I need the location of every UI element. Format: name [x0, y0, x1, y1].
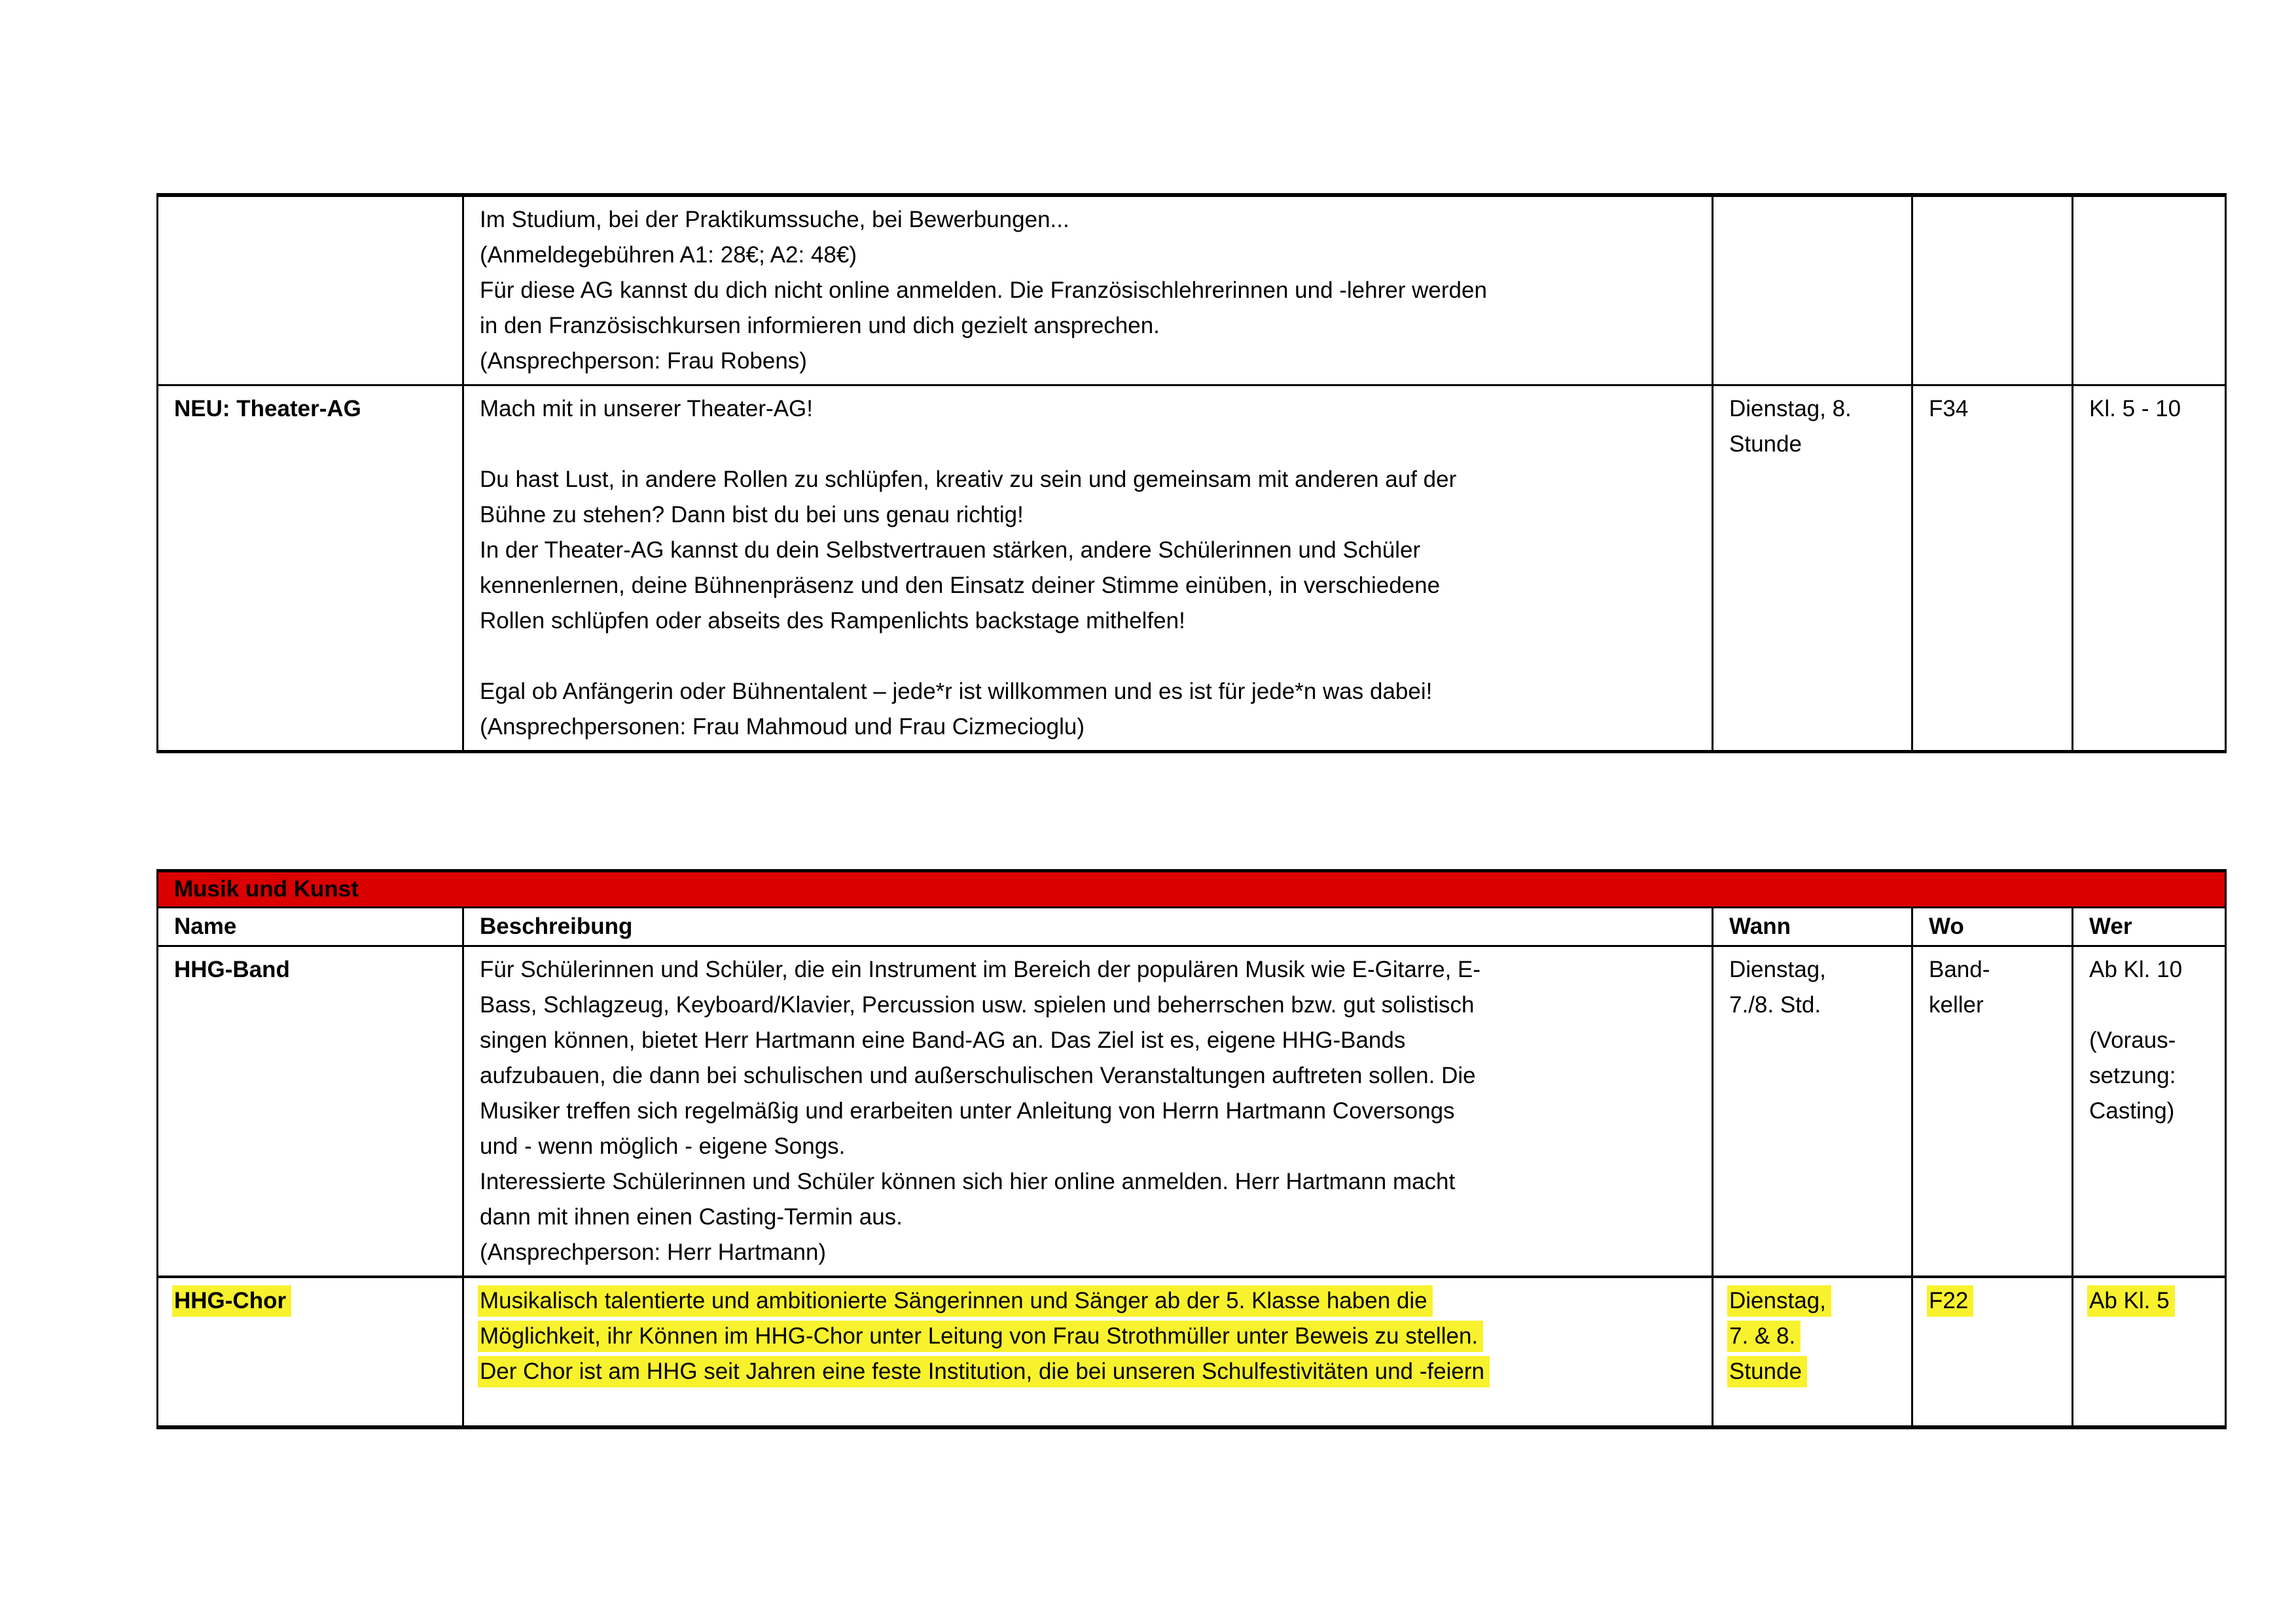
text-run: Egal ob Anfängerin oder Bühnentalent – jede*r ist willkommen und es ist für jede*n was dabei! [480, 679, 1433, 704]
text-line [480, 533, 1701, 568]
text-run: Der Chor ist am HHG seit Jahren eine feste Institution, die bei unseren Schulfestivitäten und -feiern [478, 1356, 1490, 1387]
text-run: singen können, bietet Herr Hartmann eine Band-AG an. Das Ziel ist es, eigene HHG-Bands [480, 1027, 1406, 1053]
text-line [1729, 1354, 1901, 1389]
cell-wann [1713, 946, 1912, 1277]
text-run: Möglichkeit, ihr Können im HHG-Chor unter Leitung von Frau Strothmüller unter Beweis zu stellen. [478, 1321, 1483, 1352]
text-line [1729, 391, 1901, 427]
text-line [2089, 952, 2214, 988]
text-run: und - wenn möglich - eigene Songs. [480, 1133, 846, 1159]
text-run: Dienstag, [1727, 1285, 1831, 1317]
cell-name [158, 195, 463, 385]
cell-wer [2073, 385, 2226, 752]
text-line [480, 273, 1701, 308]
section-header-musik-und-kunst: Musik und Kunst [158, 871, 2226, 908]
text-run: Ab Kl. 10 [2089, 957, 2183, 982]
table-row-hhg-chor [158, 1277, 2226, 1427]
text-line [174, 952, 452, 988]
text-line [1729, 1319, 1901, 1354]
text-run: Bass, Schlagzeug, Keyboard/Klavier, Percussion usw. spielen und beherrschen bzw. gut solistisch [480, 992, 1475, 1018]
text-line [1929, 988, 2061, 1023]
cell-name [158, 946, 463, 1277]
text-run: Dienstag, 8. [1729, 396, 1852, 421]
text-run: Kl. 5 - 10 [2089, 396, 2181, 421]
text-run: Im Studium, bei der Praktikumssuche, bei Bewerbungen... [480, 207, 1069, 232]
text-line [480, 238, 1701, 273]
text-line [1929, 391, 2061, 427]
column-header-wann: Wann [1713, 908, 1912, 946]
text-line [480, 1094, 1701, 1129]
text-line [480, 1023, 1701, 1058]
text-run: Musiker treffen sich regelmäßig und erarbeiten unter Anleitung von Herrn Hartmann Coversongs [480, 1098, 1455, 1124]
text-line [1729, 427, 1901, 462]
table-row-theater-ag [158, 385, 2226, 752]
text-run: setzung: [2089, 1063, 2176, 1088]
text-line [2089, 988, 2214, 1023]
text-run: aufzubauen, die dann bei schulischen und außerschulischen Veranstaltungen auftreten sollen. Die [480, 1063, 1476, 1088]
text-run: Interessierte Schülerinnen und Schüler können sich hier online anmelden. Herr Hartmann macht [480, 1169, 1456, 1194]
text-run: Rollen schlüpfen oder abseits des Rampenlichts backstage mithelfen! [480, 608, 1185, 633]
text-line [174, 391, 452, 427]
text-run: Casting) [2089, 1098, 2175, 1124]
text-line [480, 674, 1701, 709]
text-line [1729, 952, 1901, 988]
text-run: 7./8. Std. [1729, 992, 1821, 1018]
cell-wo [1912, 385, 2073, 752]
text-line [480, 639, 1701, 674]
text-line [480, 1319, 1701, 1354]
text-run: HHG-Chor [172, 1285, 291, 1317]
text-line [480, 427, 1701, 462]
table-row-continuation [158, 195, 2226, 385]
cell-wo [1912, 1277, 2073, 1427]
text-run: (Ansprechperson: Frau Robens) [480, 348, 807, 374]
cell-wo [1912, 946, 2073, 1277]
text-run: Bühne zu stehen? Dann bist du bei uns genau richtig! [480, 502, 1024, 527]
text-run: in den Französischkursen informieren und dich gezielt ansprechen. [480, 313, 1160, 338]
ag-table-continuation [156, 193, 2227, 753]
text-run: Mach mit in unserer Theater-AG! [480, 396, 813, 421]
cell-description [463, 946, 1713, 1277]
text-line [2089, 1058, 2214, 1094]
cell-wer [2073, 195, 2226, 385]
cell-wer [2073, 1277, 2226, 1427]
text-line [480, 1164, 1701, 1200]
text-run: Ab Kl. 5 [2087, 1285, 2175, 1317]
text-run: keller [1929, 992, 1984, 1018]
section-header-row [158, 871, 2226, 908]
text-line [174, 1283, 452, 1319]
text-run: Für diese AG kannst du dich nicht online anmelden. Die Französischlehrerinnen und -lehrer werden [480, 277, 1487, 303]
text-line [480, 344, 1701, 379]
text-line [480, 1200, 1701, 1235]
cell-wann [1713, 385, 1912, 752]
text-run: kennenlernen, deine Bühnenpräsenz und den Einsatz deiner Stimme einüben, in verschiedene [480, 573, 1441, 598]
text-line [2089, 391, 2214, 427]
text-line [1929, 1283, 2061, 1319]
text-run: Für Schülerinnen und Schüler, die ein Instrument im Bereich der populären Musik wie E-Gitarre, E- [480, 957, 1481, 982]
text-run: Band- [1929, 957, 1990, 982]
text-line [1929, 952, 2061, 988]
text-line [480, 1058, 1701, 1094]
text-run: F22 [1927, 1285, 1973, 1317]
text-run: Stunde [1729, 431, 1802, 457]
text-line [480, 497, 1701, 533]
musik-und-kunst-table [156, 869, 2227, 1429]
text-run: Musikalisch talentierte und ambitionierte Sängerinnen und Sänger ab der 5. Klasse haben die [478, 1285, 1433, 1317]
cell-description [463, 195, 1713, 385]
text-run: HHG-Band [174, 957, 290, 982]
text-line [480, 952, 1701, 988]
text-line [480, 568, 1701, 603]
column-header-beschreibung: Beschreibung [463, 908, 1713, 946]
text-run: In der Theater-AG kannst du dein Selbstvertrauen stärken, andere Schülerinnen und Schüler [480, 537, 1421, 563]
text-line [480, 1235, 1701, 1270]
text-line [1729, 988, 1901, 1023]
text-run: (Voraus- [2089, 1027, 2176, 1053]
text-run: (Anmeldegebühren A1: 28€; A2: 48€) [480, 242, 857, 268]
column-header-name: Name [158, 908, 463, 946]
cell-name [158, 385, 463, 752]
text-line [480, 988, 1701, 1023]
cell-name [158, 1277, 463, 1427]
text-line [480, 1129, 1701, 1164]
cell-wann [1713, 1277, 1912, 1427]
column-header-row [158, 908, 2226, 946]
cell-description [463, 385, 1713, 752]
table-row-hhg-band [158, 946, 2226, 1277]
text-line [1729, 1283, 1901, 1319]
text-run: dann mit ihnen einen Casting-Termin aus. [480, 1204, 903, 1230]
text-run: Du hast Lust, in andere Rollen zu schlüpfen, kreativ zu sein und gemeinsam mit anderen auf der [480, 467, 1457, 492]
cell-wo [1912, 195, 2073, 385]
text-run: (Ansprechpersonen: Frau Mahmoud und Frau Cizmecioglu) [480, 714, 1085, 740]
text-line [480, 1354, 1701, 1389]
cell-wer [2073, 946, 2226, 1277]
text-line [480, 462, 1701, 497]
cell-wann [1713, 195, 1912, 385]
text-run: Stunde [1727, 1356, 1807, 1387]
text-run: 7. & 8. [1727, 1321, 1801, 1352]
column-header-wo: Wo [1912, 908, 2073, 946]
text-line [2089, 1283, 2214, 1319]
text-line [2089, 1094, 2214, 1129]
text-run: F34 [1929, 396, 1969, 421]
text-line [480, 603, 1701, 639]
text-line [480, 1283, 1701, 1319]
text-run: NEU: Theater-AG [174, 396, 361, 421]
text-line [480, 391, 1701, 427]
text-line [2089, 1023, 2214, 1058]
text-run: (Ansprechperson: Herr Hartmann) [480, 1240, 827, 1265]
text-run: Dienstag, [1729, 957, 1826, 982]
cell-description [463, 1277, 1713, 1427]
text-line [480, 202, 1701, 238]
text-line [480, 308, 1701, 344]
text-line [480, 709, 1701, 745]
column-header-wer: Wer [2073, 908, 2226, 946]
